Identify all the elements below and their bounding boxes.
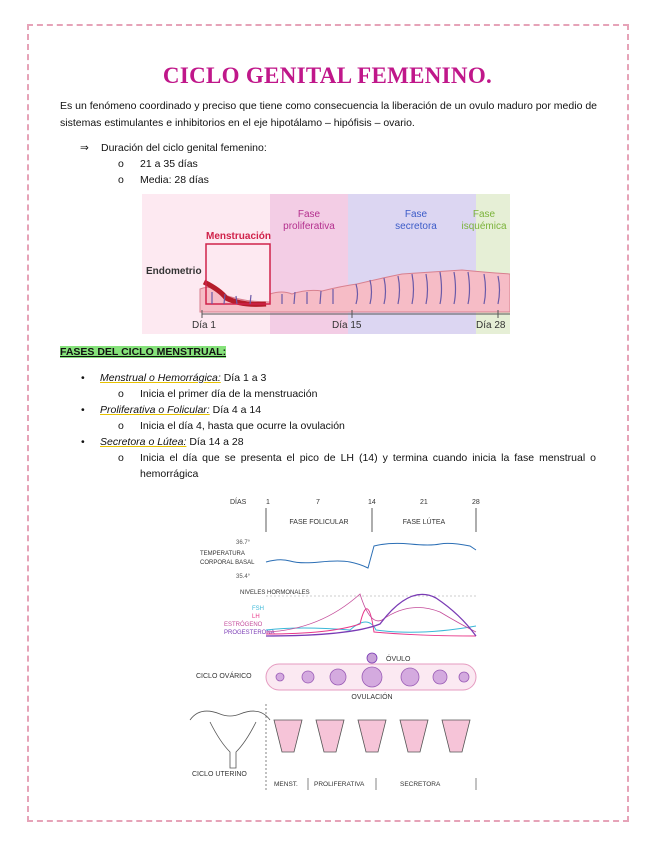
day-tick: 14 bbox=[368, 499, 376, 506]
phase-item bbox=[100, 372, 266, 384]
intro-paragraph: Es un fenómeno coordinado y preciso que tiene como consecuencia la liberación de un ovulo maduro por medio de sistemas estimulantes e inhibitorios en el eje hipotálamo – hipófisis – ovario. bbox=[60, 100, 598, 129]
arrow-icon: ⇒ bbox=[80, 142, 89, 154]
day-label: Día 15 bbox=[332, 320, 362, 331]
menstruation-label: Menstruación bbox=[206, 231, 272, 242]
temp-low: 35.4° bbox=[236, 574, 251, 580]
bullet-o: o bbox=[118, 452, 124, 464]
temp-high: 36.7° bbox=[236, 540, 251, 546]
ovulation-label: OVULACIÓN bbox=[351, 694, 393, 701]
bullet-dot: • bbox=[81, 404, 85, 416]
proliferative-label: proliferativa bbox=[283, 221, 335, 232]
phase-name: Secretora o Lútea: bbox=[100, 436, 187, 448]
uterine-phase: PROLIFERATIVA bbox=[314, 781, 365, 788]
phase-item bbox=[100, 404, 261, 416]
proliferative-label: Fase bbox=[297, 209, 321, 220]
bullet-dot: • bbox=[81, 436, 85, 448]
hormone-title: NIVELES HORMONALES bbox=[240, 590, 310, 596]
day-tick: 1 bbox=[266, 499, 270, 506]
phase-days: Día 4 a 14 bbox=[212, 404, 262, 416]
bullet-o: o bbox=[118, 158, 124, 170]
lh-label: LH bbox=[252, 614, 260, 620]
ischemic-label: isquémica bbox=[461, 221, 507, 232]
day-label: Día 1 bbox=[192, 320, 216, 331]
secretory-label: Fase bbox=[404, 209, 428, 220]
phase-days: Día 1 a 3 bbox=[223, 372, 267, 384]
estrogen-label: ESTRÓGENO bbox=[224, 622, 263, 628]
endometrium-diagram bbox=[142, 194, 510, 334]
phase-name: Menstrual o Hemorrágica: bbox=[100, 372, 221, 384]
luteal-label: FASE LÚTEA bbox=[402, 519, 446, 526]
phase-detail: Inicia el primer día de la menstruación bbox=[140, 388, 318, 400]
endometrium-label: Endometrio bbox=[146, 266, 202, 277]
bullet-o: o bbox=[118, 174, 124, 186]
ovarian-cycle-label: CICLO OVÁRICO bbox=[196, 673, 252, 680]
ischemic-label: Fase bbox=[472, 209, 496, 220]
uterine-phase: SECRETORA bbox=[400, 781, 441, 788]
day-tick: 7 bbox=[316, 499, 320, 506]
phase-detail: Inicia el día que se presenta el pico de LH (14) y termina cuando inicia la fase menstrual o bbox=[140, 452, 596, 464]
bullet-o: o bbox=[118, 388, 124, 400]
fsh-label: FSH bbox=[252, 606, 264, 612]
day-label: Día 28 bbox=[476, 320, 506, 331]
page-title: CICLO GENITAL FEMENINO. bbox=[162, 63, 493, 88]
follicular-label: FASE FOLICULAR bbox=[289, 519, 349, 526]
phase-days: Día 14 a 28 bbox=[189, 436, 244, 448]
day-tick: 21 bbox=[420, 499, 428, 506]
uterus-icon bbox=[190, 711, 270, 768]
duration-item: 21 a 35 días bbox=[140, 158, 198, 170]
phase-name: Proliferativa o Folicular: bbox=[100, 404, 210, 416]
duration-item: Media: 28 días bbox=[140, 174, 209, 186]
bullet-o: o bbox=[118, 420, 124, 432]
phases-heading: FASES DEL CICLO MENSTRUAL: bbox=[60, 346, 227, 358]
temp-label: TEMPERATURA bbox=[200, 551, 245, 557]
days-label: DÍAS bbox=[230, 499, 247, 506]
uterine-phase: MENST. bbox=[274, 781, 298, 788]
secretory-label: secretora bbox=[395, 221, 437, 232]
bullet-dot: • bbox=[81, 372, 85, 384]
uterine-cycle-label: CICLO UTERINO bbox=[192, 771, 247, 778]
duration-heading: Duración del ciclo genital femenino: bbox=[101, 142, 267, 154]
temp-label: CORPORAL BASAL bbox=[200, 560, 255, 566]
ovule-label: ÓVULO bbox=[386, 656, 411, 663]
cycle-diagram bbox=[170, 494, 500, 794]
phase-detail: hemorrágica bbox=[140, 468, 199, 480]
temp-line bbox=[266, 543, 476, 568]
progesterone-label: PROGESTERONA bbox=[224, 630, 275, 636]
phase-detail: Inicia el día 4, hasta que ocurre la ovulación bbox=[140, 420, 345, 432]
phase-item bbox=[100, 436, 244, 448]
day-tick: 28 bbox=[472, 499, 480, 506]
lh-line bbox=[266, 609, 476, 636]
estrogen-line bbox=[266, 594, 476, 632]
